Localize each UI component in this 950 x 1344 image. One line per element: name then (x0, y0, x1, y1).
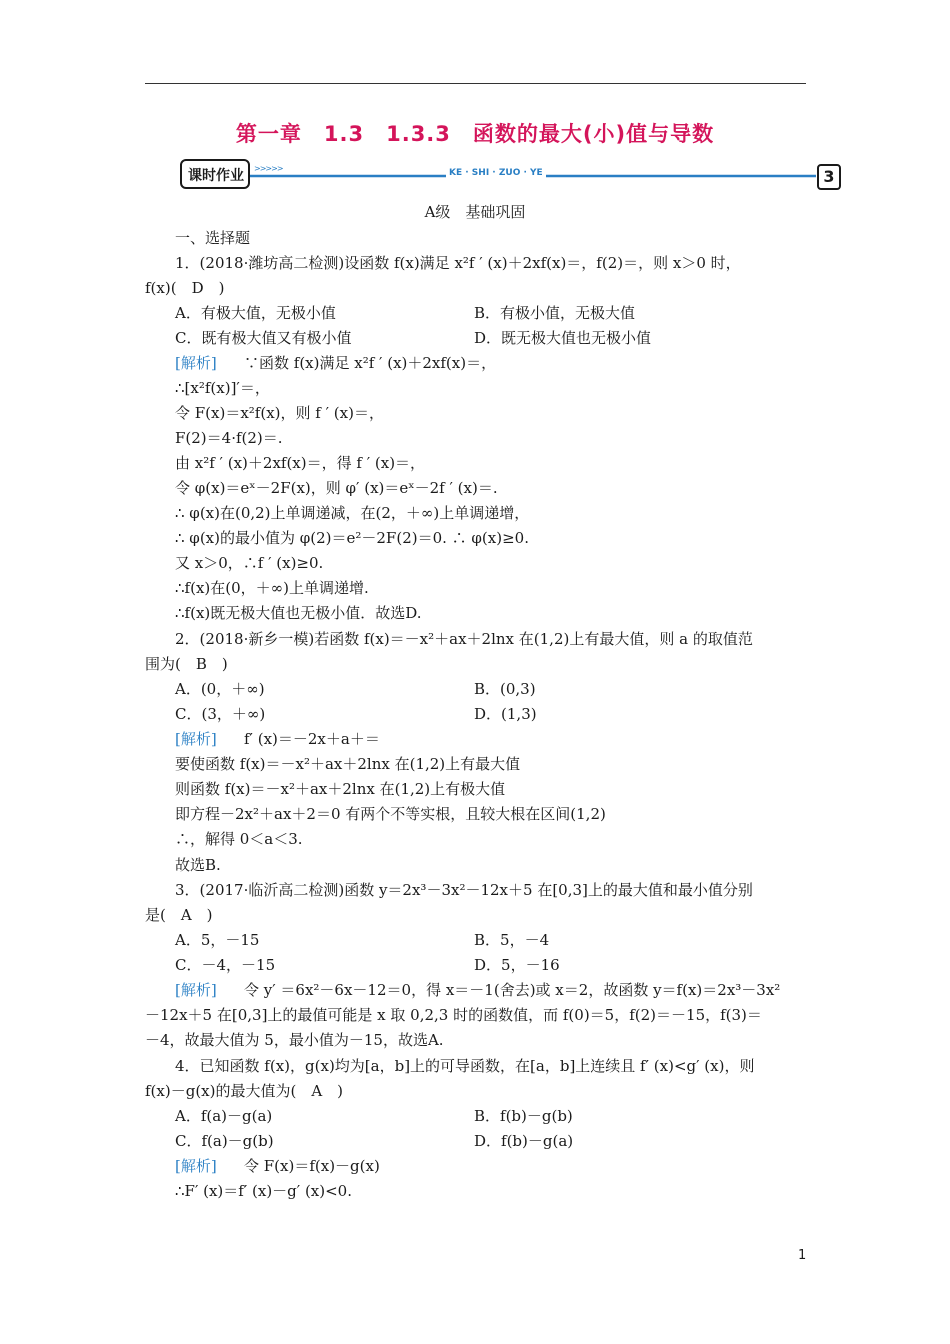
option-b: B．5，－4 (474, 931, 550, 949)
text-line: 令 φ(x)＝eˣ－2F(x)，则 φ′ (x)＝eˣ－2f ′ (x)＝. (175, 479, 498, 497)
text-line: ∴，解得 0＜a＜3. (175, 830, 303, 848)
text-line: －12x＋5 在[0,3]上的最值可能是 x 取 0,2,3 时的函数值，而 f(0)＝5，f(2)＝－15，f(3)＝ (145, 1006, 762, 1024)
option-a: A．5，－15 (175, 931, 260, 949)
text-line: f′ (x)＝－2x＋a＋＝ (244, 730, 380, 748)
banner-pinyin: KE · SHI · ZUO · YE (446, 168, 546, 178)
text-line: 一、选择题 (175, 229, 251, 247)
homework-banner (180, 158, 840, 192)
text-line: 故选B. (175, 856, 221, 874)
option-b: B．(0,3) (474, 680, 536, 698)
text-line: 2．(2018·新乡一模)若函数 f(x)＝－x²＋ax＋2lnx 在(1,2)上有最大值，则 a 的取值范 (175, 630, 753, 648)
text-line: 4．已知函数 f(x)，g(x)均为[a，b]上的可导函数，在[a，b]上连续且 f′ (x)<g′ (x)，则 (175, 1057, 755, 1075)
lesson-number-badge: 3 (817, 164, 841, 190)
text-line: 又 x＞0，∴f ′ (x)≥0. (175, 554, 324, 572)
top-rule (145, 83, 806, 84)
option-d: D．既无极大值也无极小值 (474, 329, 652, 347)
option-b: B．有极小值，无极大值 (474, 304, 636, 322)
analysis-label: [解析] (175, 981, 217, 999)
option-a: A．(0，＋∞) (175, 680, 265, 698)
text-line: ∴f(x)既无极大值也无极小值．故选D. (175, 604, 422, 622)
page-title: 第一章 1.3 1.3.3 函数的最大(小)值与导数 (235, 122, 715, 146)
option-b: B．f(b)－g(b) (474, 1107, 573, 1125)
text-line: ∴[x²f(x)]′＝， (175, 379, 270, 397)
option-a: A．有极大值，无极小值 (175, 304, 336, 322)
analysis-label: [解析] (175, 354, 217, 372)
homework-badge: 课时作业 (188, 168, 244, 184)
text-line: f(x)( D ) (145, 279, 225, 297)
text-line: 3．(2017·临沂高二检测)函数 y＝2x³－3x²－12x＋5 在[0,3]上的最大值和最小值分别 (175, 881, 753, 899)
text-line: 即方程－2x²＋ax＋2＝0 有两个不等实根，且较大根在区间(1,2) (175, 805, 606, 823)
text-line: 令 F(x)＝x²f(x)，则 f ′ (x)＝， (175, 404, 384, 422)
text-line: 围为( B ) (145, 655, 228, 673)
arrows-icon: >>>>> (254, 164, 283, 173)
text-line: 要使函数 f(x)＝－x²＋ax＋2lnx 在(1,2)上有最大值 (175, 755, 521, 773)
section-title: A级 基础巩固 (424, 203, 526, 221)
text-line: －4，故最大值为 5，最小值为－15，故选A. (145, 1031, 444, 1049)
text-line: 令 y′ ＝6x²－6x－12＝0，得 x＝－1(舍去)或 x＝2，故函数 y＝f(x)＝2x³－3x² (244, 981, 781, 999)
option-c: C．f(a)－g(b) (175, 1132, 274, 1150)
page-number: 1 (798, 1248, 807, 1263)
option-d: D．5，－16 (474, 956, 560, 974)
text-line: ∴f(x)在(0，＋∞)上单调递增. (175, 579, 369, 597)
text-line: F(2)＝4·f(2)＝. (175, 429, 283, 447)
analysis-label: [解析] (175, 1157, 217, 1175)
text-line: ∴F′ (x)＝f′ (x)－g′ (x)<0. (175, 1182, 352, 1200)
option-c: C．－4，－15 (175, 956, 276, 974)
option-d: D．(1,3) (474, 705, 537, 723)
text-line: ∴ φ(x)的最小值为 φ(2)＝e²－2F(2)＝0. ∴ φ(x)≥0. (175, 529, 529, 547)
text-line: 1．(2018·潍坊高二检测)设函数 f(x)满足 x²f ′ (x)＋2xf(x)＝，f(2)＝，则 x＞0 时， (175, 254, 741, 272)
text-line: f(x)－g(x)的最大值为( A ) (145, 1082, 344, 1100)
analysis-label: [解析] (175, 730, 217, 748)
option-a: A．f(a)－g(a) (175, 1107, 273, 1125)
text-line: 则函数 f(x)＝－x²＋ax＋2lnx 在(1,2)上有极大值 (175, 780, 506, 798)
option-d: D．f(b)－g(a) (474, 1132, 574, 1150)
text-line: 由 x²f ′ (x)＋2xf(x)＝，得 f ′ (x)＝， (175, 454, 426, 472)
text-line: 令 F(x)＝f(x)－g(x) (244, 1157, 380, 1175)
option-c: C．(3，＋∞) (175, 705, 266, 723)
text-line: ∵函数 f(x)满足 x²f ′ (x)＋2xf(x)＝， (244, 354, 497, 372)
text-line: 是( A ) (145, 906, 213, 924)
text-line: ∴ φ(x)在(0,2)上单调递减，在(2，＋∞)上单调递增， (175, 504, 530, 522)
option-c: C．既有极大值又有极小值 (175, 329, 352, 347)
